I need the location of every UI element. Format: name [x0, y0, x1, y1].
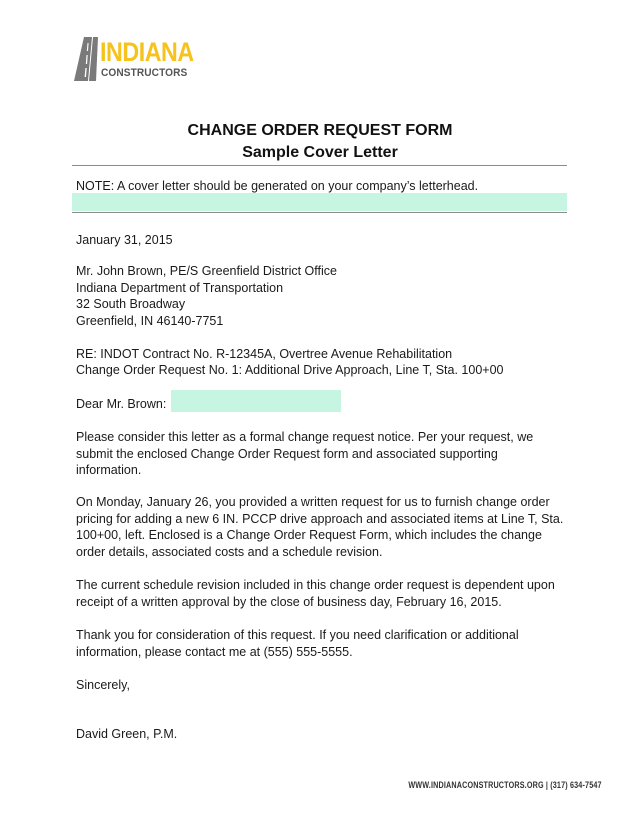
form-title: CHANGE ORDER REQUEST FORM — [187, 122, 453, 139]
re-line: Change Order Request No. 1: Additional Drive Approach, Line T, Sta. 100+00 — [76, 363, 504, 377]
bottom-divider — [72, 212, 567, 213]
letterhead-note: NOTE: A cover letter should be generated on your company’s letterhead. — [76, 179, 479, 193]
address-line: Indiana Department of Transportation — [76, 281, 284, 295]
logo-subtitle: CONSTRUCTORS — [101, 67, 188, 79]
footer-contact: WWW.INDIANACONSTRUCTORS.ORG | (317) 634-7547 — [408, 780, 602, 790]
letter-signature: David Green, P.M. — [76, 727, 178, 741]
letter-paragraph: On Monday, January 26, you provided a written request for us to furnish change order pricing for adding a new 6 IN. PCCP drive approach and associated items at Line T, Sta. 100+00, left. Enclosed is a Change Order Request Form, which includes the change order details, associated costs and a schedule revision. — [76, 495, 564, 559]
letterhead-highlight — [72, 193, 567, 211]
address-line: Mr. John Brown, PE/S Greenfield District Office — [76, 264, 337, 278]
letter-date: January 31, 2015 — [76, 233, 173, 247]
letter-paragraph: Please consider this letter as a formal change request notice. Per your request, we submit the enclosed Change Order Request form and associated supporting information. — [76, 430, 534, 477]
letter-paragraph: Thank you for consideration of this request. If you need clarification or additional information, please contact me at (555) 555-5555. — [76, 628, 519, 659]
salutation-highlight — [171, 390, 341, 412]
address-line: 32 South Broadway — [76, 297, 186, 311]
letter-closing: Sincerely, — [76, 678, 130, 692]
form-subtitle: Sample Cover Letter — [242, 144, 398, 161]
letter-paragraph: The current schedule revision included in this change order request is dependent upon receipt of a written approval by the close of business day, February 16, 2015. — [76, 578, 555, 609]
road-logo-icon — [74, 37, 100, 81]
re-line: RE: INDOT Contract No. R-12345A, Overtree Avenue Rehabilitation — [76, 347, 453, 361]
top-divider — [72, 165, 567, 166]
company-logo — [74, 37, 204, 83]
address-line: Greenfield, IN 46140-7751 — [76, 314, 224, 328]
salutation: Dear Mr. Brown: — [76, 397, 167, 411]
logo-title: INDIANA — [100, 37, 194, 67]
